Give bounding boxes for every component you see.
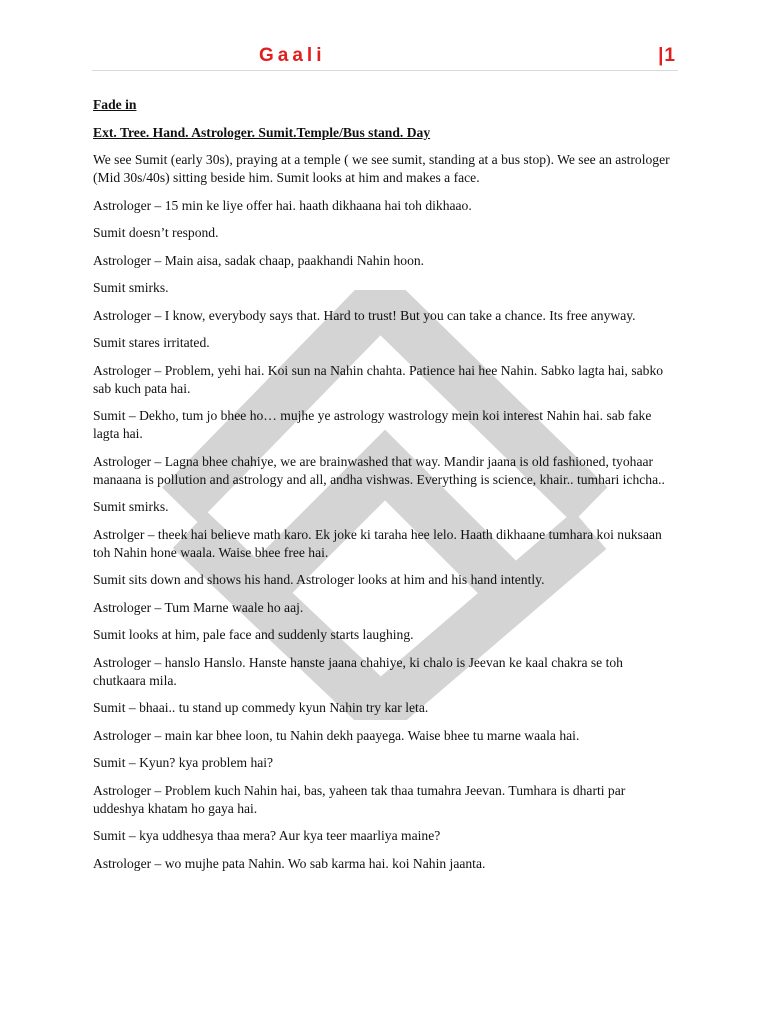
script-paragraph: Astrologer – Problem kuch Nahin hai, bas, yaheen tak thaa tumahra Jeevan. Tumhara is dharti par uddeshya khatam ho gaya hai. [93,782,626,816]
script-paragraph: Sumit – kya uddhesya thaa mera? Aur kya teer maarliya maine? [93,828,441,843]
script-body [93,96,678,882]
document-title: Gaali [259,45,326,66]
scene-heading: Ext. Tree. Hand. Astrologer. Sumit.Temple/Bus stand. Day [93,124,431,140]
scene-transition: Fade in [93,97,137,112]
script-paragraph: Astrologer – wo mujhe pata Nahin. Wo sab karma hai. koi Nahin jaanta. [93,855,486,871]
script-paragraph: Astrologer – main kar bhee loon, tu Nahin dekh paayega. Waise bhee tu marne waala hai. [93,727,580,743]
script-paragraph: Sumit sits down and shows his hand. Astrologer looks at him and his hand intently. [93,572,545,587]
script-paragraph: Sumit doesn’t respond. [93,225,219,240]
script-paragraph: Sumit – Kyun? kya problem hai? [93,755,274,770]
script-paragraph: Astrologer – I know, everybody says that. Hard to trust! But you can take a chance. Its free anyway. [93,307,636,323]
page-number: |1 [658,45,676,66]
script-paragraph: Astrologer – Lagna bhee chahiye, we are brainwashed that way. Mandir jaana is old fashioned, tyohaar manaana is pollution and astrology and all, andha vishwas. Everything is science, khair.. tumhari ichcha.. [93,453,665,487]
script-paragraph: Sumit smirks. [93,499,169,514]
script-paragraph: Astrologer – 15 min ke liye offer hai. haath dikhaana hai toh dikhaao. [93,197,472,213]
script-paragraph: Astrologer – Problem, yehi hai. Koi sun na Nahin chahta. Patience hai hee Nahin. Sabko lagta hai, sabko sab kuch pata hai. [93,362,664,396]
script-paragraph: We see Sumit (early 30s), praying at a temple ( we see sumit, standing at a bus stop). We see an astrologer (Mid 30s/40s) sitting beside him. Sumit looks at him and makes a face. [93,152,670,185]
script-paragraph: Sumit – Dekho, tum jo bhee ho… mujhe ye astrology wastrology mein koi interest Nahin hai. sab fake lagta hai. [93,408,652,441]
script-paragraph: Astrologer – Tum Marne waale ho aaj. [93,599,304,615]
script-paragraph: Sumit – bhaai.. tu stand up commedy kyun Nahin try kar leta. [93,700,429,715]
page-header [92,44,678,71]
script-paragraph: Sumit looks at him, pale face and suddenly starts laughing. [93,627,414,642]
script-paragraph: Astrologer – hanslo Hanslo. Hanste hanste jaana chahiye, ki chalo is Jeevan ke kaal chakra se toh chutkaara mila. [93,654,623,688]
script-paragraph: Astrologer – Main aisa, sadak chaap, paakhandi Nahin hoon. [93,252,425,268]
script-paragraph: Sumit smirks. [93,280,169,295]
script-paragraph: Astrolger – theek hai believe math karo. Ek joke ki taraha hee lelo. Haath dikhaane tumhara koi nuksaan toh Nahin hone waala. Waise bhee free hai. [93,526,662,560]
script-paragraph: Sumit stares irritated. [93,335,210,350]
